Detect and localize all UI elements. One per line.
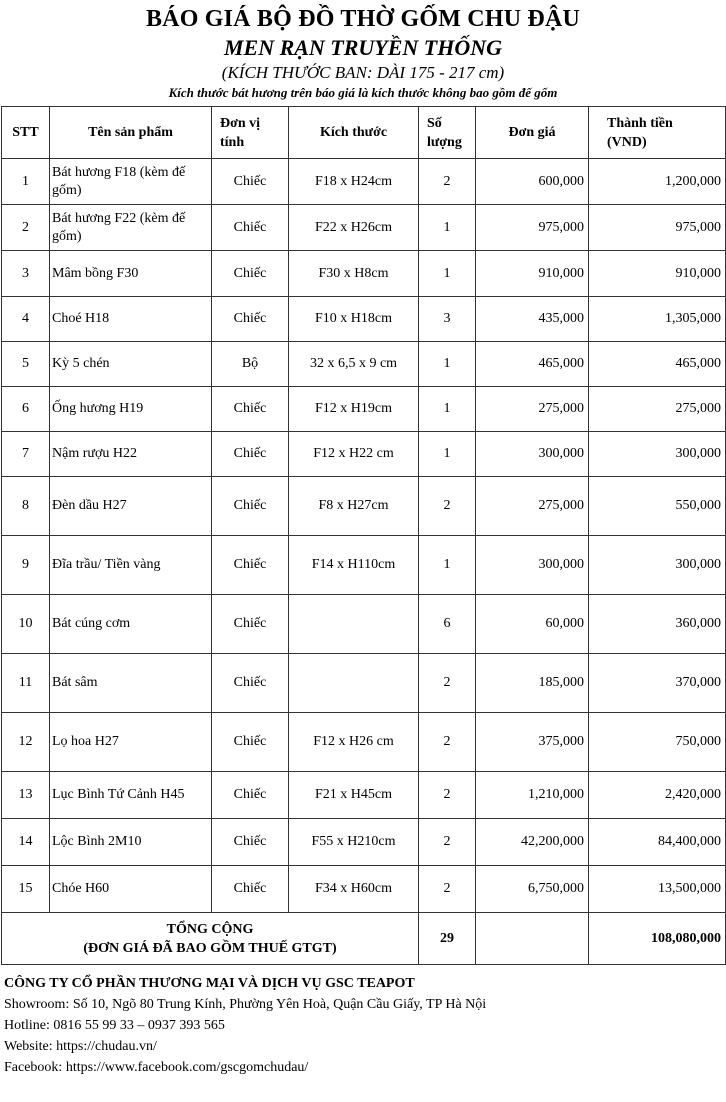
row-quantity: 2 [419, 819, 476, 866]
row-amount: 2,420,000 [589, 772, 726, 819]
header-amount-line1: Thành tiền [607, 115, 673, 131]
header-size: Kích thước [289, 107, 419, 159]
row-unit: Chiếc [212, 772, 289, 819]
row-stt: 11 [2, 654, 50, 713]
row-stt: 2 [2, 205, 50, 251]
header-quantity-line2: lượng [427, 134, 462, 150]
row-unit-price: 435,000 [476, 297, 589, 342]
row-quantity: 1 [419, 536, 476, 595]
header-quantity-line1: Số [427, 115, 442, 131]
row-amount: 300,000 [589, 432, 726, 477]
row-product-name: Chóe H60 [50, 866, 212, 913]
row-quantity: 2 [419, 772, 476, 819]
header-amount [589, 107, 726, 159]
row-amount: 550,000 [589, 477, 726, 536]
row-amount: 13,500,000 [589, 866, 726, 913]
row-unit-price: 6,750,000 [476, 866, 589, 913]
row-amount: 975,000 [589, 205, 726, 251]
row-unit-price: 465,000 [476, 342, 589, 387]
row-amount: 910,000 [589, 251, 726, 297]
row-unit-price: 60,000 [476, 595, 589, 654]
total-label-line1: TỔNG CỘNG [166, 921, 254, 937]
header-unit-line2: tính [220, 134, 245, 150]
row-size: F21 x H45cm [289, 772, 419, 819]
table-body [2, 159, 726, 913]
row-unit-price: 42,200,000 [476, 819, 589, 866]
row-stt: 5 [2, 342, 50, 387]
row-amount: 300,000 [589, 536, 726, 595]
price-table [1, 106, 726, 965]
row-quantity: 1 [419, 251, 476, 297]
table-row [2, 595, 726, 654]
row-quantity: 2 [419, 713, 476, 772]
facebook-link[interactable]: Facebook: https://www.facebook.com/gscgomchudau/ [4, 1060, 309, 1075]
row-stt: 9 [2, 536, 50, 595]
table-size-note: (KÍCH THƯỚC BAN: DÀI 175 - 217 cm) [221, 63, 505, 82]
row-product-name: Bát cúng cơm [50, 595, 212, 654]
row-stt: 1 [2, 159, 50, 205]
header-stt: STT [2, 107, 50, 159]
row-quantity: 6 [419, 595, 476, 654]
row-product-name: Mâm bồng F30 [50, 251, 212, 297]
row-stt: 4 [2, 297, 50, 342]
table-row [2, 159, 726, 205]
row-size: F30 x H8cm [289, 251, 419, 297]
total-label-line2: (ĐƠN GIÁ ĐÃ BAO GỒM THUẾ GTGT) [83, 940, 337, 956]
row-quantity: 1 [419, 205, 476, 251]
quotation-header [0, 0, 726, 106]
row-size [289, 654, 419, 713]
row-amount: 1,200,000 [589, 159, 726, 205]
table-row [2, 866, 726, 913]
row-size: F55 x H210cm [289, 819, 419, 866]
row-stt: 3 [2, 251, 50, 297]
row-stt: 7 [2, 432, 50, 477]
row-quantity: 2 [419, 159, 476, 205]
row-product-name: Đèn dầu H27 [50, 477, 212, 536]
row-unit-price: 275,000 [476, 477, 589, 536]
row-product-name: Kỳ 5 chén [50, 342, 212, 387]
row-amount: 370,000 [589, 654, 726, 713]
row-stt: 12 [2, 713, 50, 772]
row-unit: Chiếc [212, 387, 289, 432]
row-product-name: Ống hương H19 [50, 387, 212, 432]
row-size: F14 x H110cm [289, 536, 419, 595]
header-quantity [419, 107, 476, 159]
row-product-name: Lục Bình Tứ Cảnh H45 [50, 772, 212, 819]
header-unit-price: Đơn giá [476, 107, 589, 159]
row-unit: Chiếc [212, 713, 289, 772]
row-stt: 15 [2, 866, 50, 913]
table-row [2, 251, 726, 297]
table-row [2, 819, 726, 866]
table-row [2, 297, 726, 342]
row-unit: Chiếc [212, 536, 289, 595]
row-size: F34 x H60cm [289, 866, 419, 913]
total-amount: 108,080,000 [589, 913, 726, 965]
row-unit: Chiếc [212, 866, 289, 913]
total-row [2, 913, 726, 965]
row-product-name: Bát hương F22 (kèm đế gốm) [50, 205, 212, 251]
row-size: F12 x H22 cm [289, 432, 419, 477]
header-unit-line1: Đơn vị [220, 115, 261, 131]
row-stt: 10 [2, 595, 50, 654]
row-size: 32 x 6,5 x 9 cm [289, 342, 419, 387]
row-unit-price: 910,000 [476, 251, 589, 297]
row-unit-price: 375,000 [476, 713, 589, 772]
row-quantity: 2 [419, 654, 476, 713]
row-size: F12 x H19cm [289, 387, 419, 432]
table-row [2, 432, 726, 477]
table-row [2, 342, 726, 387]
row-unit-price: 275,000 [476, 387, 589, 432]
table-row [2, 536, 726, 595]
table-row [2, 477, 726, 536]
row-size: F12 x H26 cm [289, 713, 419, 772]
website-link[interactable]: Website: https://chudau.vn/ [4, 1039, 157, 1054]
showroom-address: Showroom: Số 10, Ngõ 80 Trung Kính, Phường Yên Hoà, Quận Cầu Giấy, TP Hà Nội [4, 997, 487, 1012]
row-product-name: Bát sâm [50, 654, 212, 713]
row-amount: 84,400,000 [589, 819, 726, 866]
total-empty-cell [476, 913, 589, 965]
row-unit: Chiếc [212, 297, 289, 342]
row-quantity: 1 [419, 387, 476, 432]
row-amount: 1,305,000 [589, 297, 726, 342]
row-quantity: 1 [419, 342, 476, 387]
row-amount: 465,000 [589, 342, 726, 387]
row-quantity: 1 [419, 432, 476, 477]
table-row [2, 654, 726, 713]
total-label [2, 913, 419, 965]
row-unit: Chiếc [212, 251, 289, 297]
row-amount: 360,000 [589, 595, 726, 654]
row-product-name: Lọ hoa H27 [50, 713, 212, 772]
row-stt: 14 [2, 819, 50, 866]
row-product-name: Choé H18 [50, 297, 212, 342]
row-unit: Chiếc [212, 654, 289, 713]
row-unit-price: 975,000 [476, 205, 589, 251]
row-unit: Chiếc [212, 432, 289, 477]
company-name: CÔNG TY CỔ PHẦN THƯƠNG MẠI VÀ DỊCH VỤ GSC TEAPOT [4, 976, 415, 991]
row-unit-price: 185,000 [476, 654, 589, 713]
row-unit: Chiếc [212, 819, 289, 866]
page-title: BÁO GIÁ BỘ ĐỒ THỜ GỐM CHU ĐẬU [145, 6, 581, 32]
row-stt: 6 [2, 387, 50, 432]
row-unit-price: 300,000 [476, 536, 589, 595]
header-product-name: Tên sản phẩm [50, 107, 212, 159]
row-unit: Chiếc [212, 595, 289, 654]
row-product-name: Lộc Bình 2M10 [50, 819, 212, 866]
row-unit: Chiếc [212, 205, 289, 251]
row-quantity: 2 [419, 477, 476, 536]
row-product-name: Bát hương F18 (kèm đế gốm) [50, 159, 212, 205]
row-unit: Chiếc [212, 477, 289, 536]
header-amount-line2: (VND) [607, 134, 647, 150]
row-stt: 8 [2, 477, 50, 536]
table-header-row [2, 107, 726, 159]
total-quantity: 29 [419, 913, 476, 965]
row-size: F8 x H27cm [289, 477, 419, 536]
row-stt: 13 [2, 772, 50, 819]
row-size [289, 595, 419, 654]
incense-bowl-note: Kích thước bát hương trên báo giá là kích thước không bao gồm đế gốm [168, 85, 558, 100]
row-unit: Bộ [212, 342, 289, 387]
row-unit-price: 600,000 [476, 159, 589, 205]
row-amount: 750,000 [589, 713, 726, 772]
table-row [2, 387, 726, 432]
row-size: F18 x H24cm [289, 159, 419, 205]
row-unit-price: 1,210,000 [476, 772, 589, 819]
row-size: F10 x H18cm [289, 297, 419, 342]
row-product-name: Đĩa trầu/ Tiền vàng [50, 536, 212, 595]
company-footer [0, 965, 726, 1078]
table-row [2, 713, 726, 772]
row-quantity: 2 [419, 866, 476, 913]
row-unit: Chiếc [212, 159, 289, 205]
row-unit-price: 300,000 [476, 432, 589, 477]
row-size: F22 x H26cm [289, 205, 419, 251]
row-quantity: 3 [419, 297, 476, 342]
table-row [2, 205, 726, 251]
table-row [2, 772, 726, 819]
header-unit [212, 107, 289, 159]
page-subtitle: MEN RẠN TRUYỀN THỐNG [223, 35, 503, 60]
row-amount: 275,000 [589, 387, 726, 432]
hotline: Hotline: 0816 55 99 33 – 0937 393 565 [4, 1018, 225, 1033]
row-product-name: Nậm rượu H22 [50, 432, 212, 477]
